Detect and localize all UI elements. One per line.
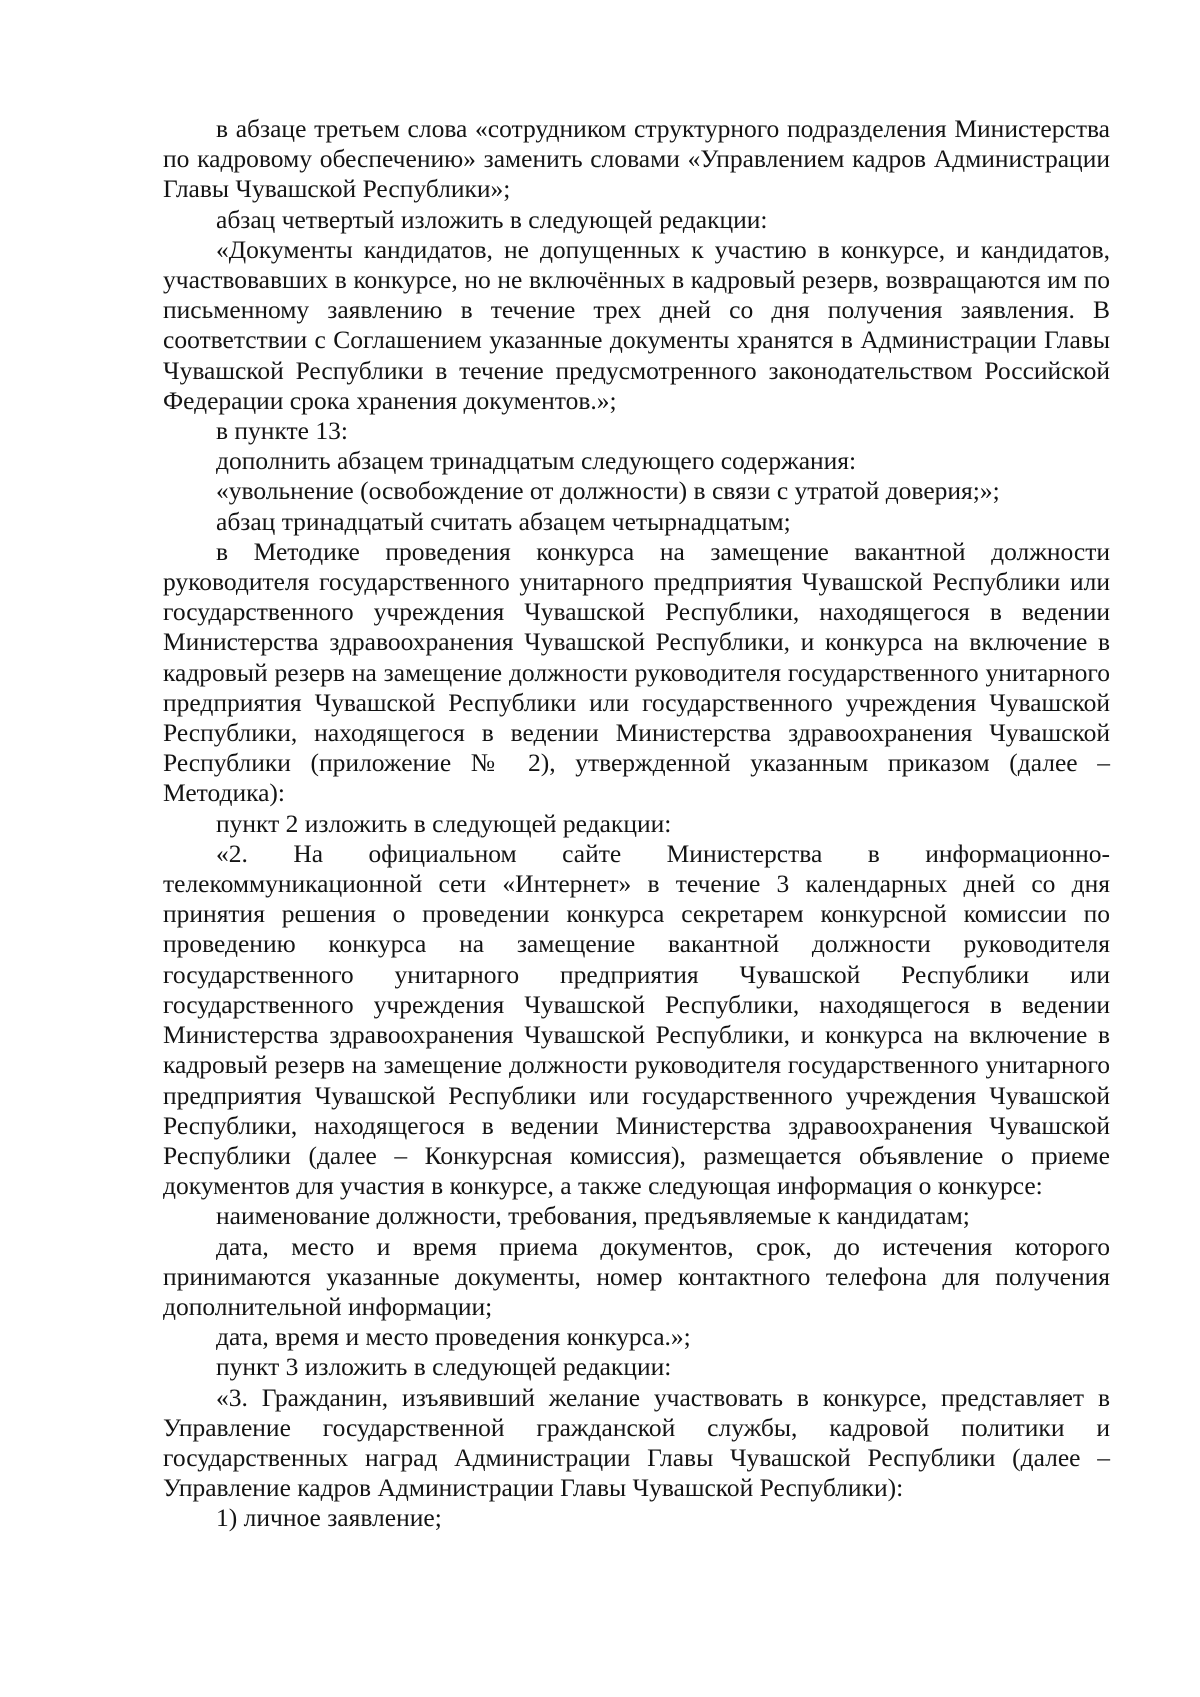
document-body [163,114,1110,1534]
paragraph-renumber: абзац тринадцатый считать абзацем четырнадцатым; [216,506,791,536]
paragraph-methodology: в Методике проведения конкурса на замещение вакантной должности руководителя государственного унитарного предприятия Чувашской Республики или государственного учреждения Чувашской Республики, находящегося в ведении Министерства здравоохранения Чувашской Республики, и конкурса на включение в кадровый резерв на замещение должности руководителя государственного унитарного предприятия Чувашской Республики или государственного учреждения Чувашской Республики, находящегося в ведении Министерства здравоохранения Чувашской Республики (приложение № 2), утвержденной указанным приказом (далее – Методика): [163,536,1110,808]
paragraph-date-place: дата, место и время приема документов, срок, до истечения которого принимаются указанные документы, номер контактного телефона для получения дополнительной информации; [163,1231,1110,1321]
paragraph-point-13: в пункте 13: [216,416,348,446]
paragraph-point-3-header: пункт 3 изложить в следующей редакции: [216,1352,672,1382]
paragraph-add-13th: дополнить абзацем тринадцатым следующего содержания: [216,446,857,476]
paragraph-point-3-text: «3. Гражданин, изъявивший желание участвовать в конкурсе, представляет в Управление государственной гражданской службы, кадровой политики и государственных наград Администрации Главы Чувашской Республики (далее – Управление кадров Администрации Главы Чувашской Республики): [163,1382,1110,1503]
paragraph-para-3-replace: в абзаце третьем слова «сотрудником структурного подразделения Министерства по кадровому обеспечению» заменить словами «Управлением кадров Администрации Главы Чувашской Республики»; [163,114,1110,204]
paragraph-contest-date: дата, время и место проведения конкурса.»; [216,1322,691,1352]
paragraph-documents-return: «Документы кандидатов, не допущенных к участию в конкурсе, и кандидатов, участвовавших в конкурсе, но не включённых в кадровый резерв, возвращаются им по письменному заявлению в течение трех дней со дня получения заявления. В соответствии с Соглашением указанные документы хранятся в Администрации Главы Чувашской Республики в течение предусмотренного законодательством Российской Федерации срока хранения документов.»; [163,234,1110,415]
paragraph-personal-application: 1) личное заявление; [216,1503,442,1533]
paragraph-para-4-header: абзац четвертый изложить в следующей редакции: [216,204,768,234]
paragraph-point-2-text: «2. На официальном сайте Министерства в информационно-телекоммуникационной сети «Интернет» в течение 3 календарных дней со дня принятия решения о проведении конкурса секретарем конкурсной комиссии по проведению конкурса на замещение вакантной должности руководителя государственного унитарного предприятия Чувашской Республики или государственного учреждения Чувашской Республики, находящегося в ведении Министерства здравоохранения Чувашской Республики, и конкурса на включение в кадровый резерв на замещение должности руководителя государственного унитарного предприятия Чувашской Республики или государственного учреждения Чувашской Республики, находящегося в ведении Министерства здравоохранения Чувашской Республики (далее – Конкурсная комиссия), размещается объявление о приеме документов для участия в конкурсе, а также следующая информация о конкурсе: [163,838,1110,1201]
paragraph-point-2-header: пункт 2 изложить в следующей редакции: [216,808,672,838]
paragraph-position-name: наименование должности, требования, предъявляемые к кандидатам; [216,1201,970,1231]
paragraph-dismissal: «увольнение (освобождение от должности) в связи с утратой доверия;»; [216,476,1000,506]
